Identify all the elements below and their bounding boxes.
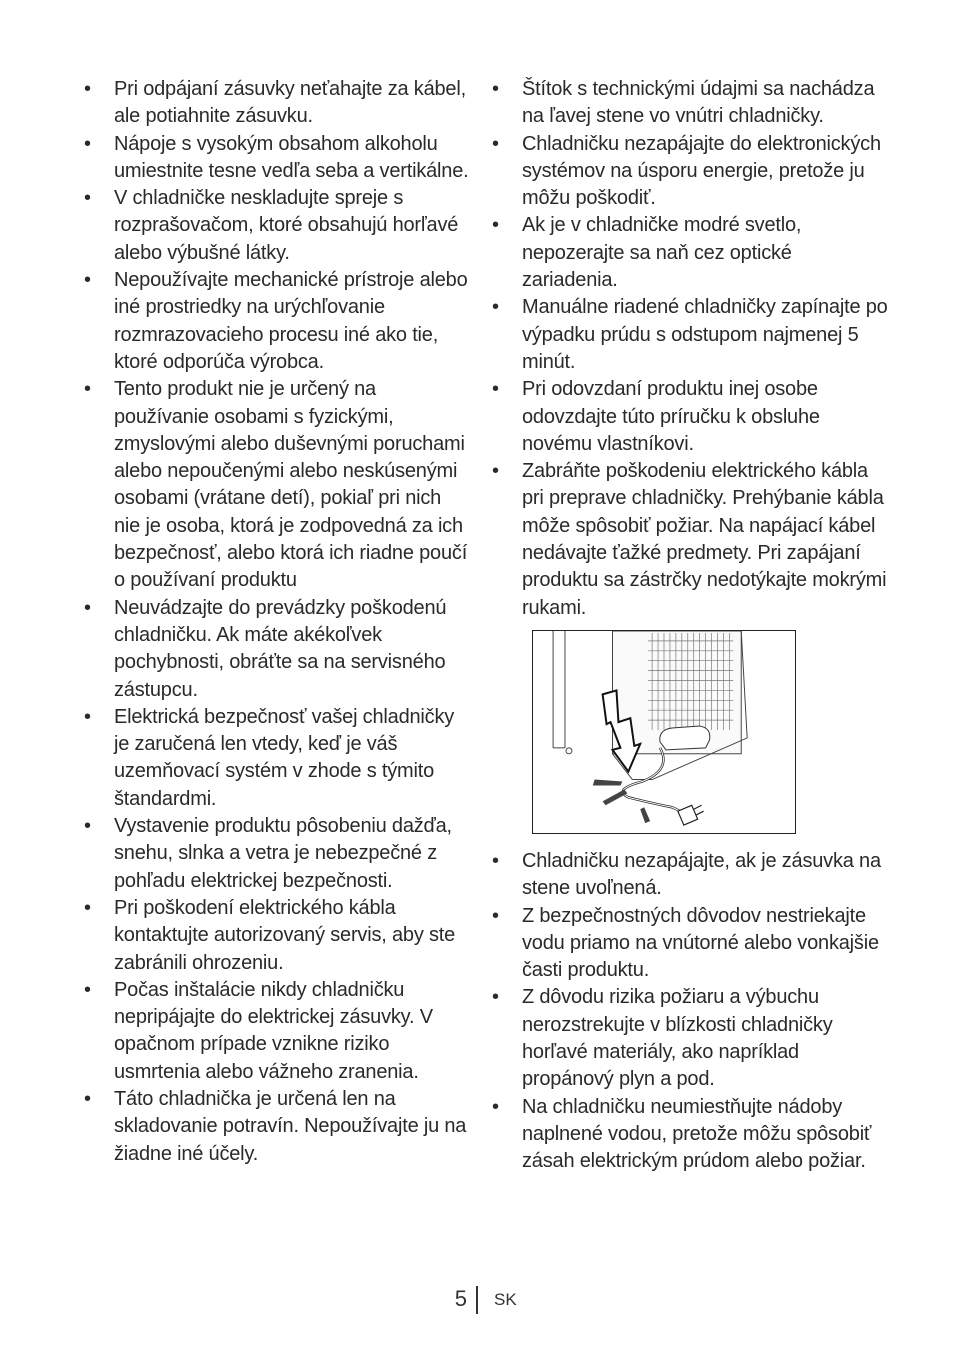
right-bullet-list-top: [488, 76, 888, 622]
list-item: • Nápoje s vysokým obsahom alkoholu umiestnite tesne vedľa seba a vertikálne.: [80, 131, 472, 186]
list-item: • Počas inštalácie nikdy chladničku nepripájajte do elektrickej zásuvky. V opačnom prípade vznikne riziko usmrtenia alebo vážneho zranenia.: [80, 977, 472, 1086]
list-item: • Pri poškodení elektrického kábla kontaktujte autorizovaný servis, aby ste zabránili ohrozeniu.: [80, 895, 472, 977]
list-item: • Elektrická bezpečnosť vašej chladničky je zaručená len vtedy, keď je váš uzemňovací systém v zhode s týmito štandardmi.: [80, 704, 472, 813]
list-item: • Ak je v chladničke modré svetlo, nepozerajte sa naň cez optické zariadenia.: [488, 212, 888, 294]
page-number: 5: [454, 1286, 467, 1311]
list-item: • Štítok s technickými údajmi sa nachádza na ľavej stene vo vnútri chladničky.: [488, 76, 888, 131]
left-column: [80, 76, 472, 1168]
list-item: • Zabráňte poškodeniu elektrického kábla pri preprave chladničky. Prehýbanie kábla môže spôsobiť požiar. Na napájací kábel nedávajte ťažké predmety. Pri zapájaní produktu sa zástrčky nedotýkajte mokrými rukami.: [488, 458, 888, 622]
list-item: • Pri odpájaní zásuvky neťahajte za kábel, ale potiahnite zásuvku.: [80, 76, 472, 131]
fridge-cable-warning-illustration: [532, 630, 796, 834]
list-item: • Chladničku nezapájajte, ak je zásuvka na stene uvoľnená.: [488, 848, 888, 903]
language-code: SK: [494, 1290, 517, 1309]
list-item: • Pri odovzdaní produktu inej osobe odovzdajte túto príručku k obsluhe novému vlastníkovi.: [488, 376, 888, 458]
list-item: • Tento produkt nie je určený na používanie osobami s fyzickými, zmyslovými alebo duševnými poruchami alebo nepoučenými alebo neskúsenými osobami (vrátane detí), pokiaľ pri nich nie je osoba, ktorá je zodpovedná za ich bezpečnosť, alebo ktorá ich riadne poučí o používaní produktu: [80, 376, 472, 594]
list-item: • Vystavenie produktu pôsobeniu dažďa, snehu, slnka a vetra je nebezpečné z pohľadu elektrickej bezpečnosti.: [80, 813, 472, 895]
left-bullet-list: [80, 76, 472, 1168]
list-item: • Táto chladnička je určená len na skladovanie potravín. Nepoužívajte ju na žiadne iné účely.: [80, 1086, 472, 1168]
list-item: • Manuálne riadené chladničky zapínajte po výpadku prúdu s odstupom najmenej 5 minút.: [488, 294, 888, 376]
fridge-cable-icon: [533, 631, 795, 833]
list-item: • Na chladničku neumiestňujte nádoby naplnené vodou, pretože môžu spôsobiť zásah elektrickým prúdom alebo požiar.: [488, 1094, 888, 1176]
list-item: • V chladničke neskladujte spreje s rozprašovačom, ktoré obsahujú horľavé alebo výbušné látky.: [80, 185, 472, 267]
list-item: • Z dôvodu rizika požiaru a výbuchu nerozstrekujte v blízkosti chladničky horľavé materiály, ako napríklad propánový plyn a pod.: [488, 984, 888, 1093]
footer-divider: [476, 1286, 478, 1314]
list-item: • Z bezpečnostných dôvodov nestriekajte vodu priamo na vnútorné alebo vonkajšie časti produktu.: [488, 903, 888, 985]
right-column: [488, 76, 888, 1176]
page-footer: [0, 1284, 954, 1314]
list-item: • Chladničku nezapájajte do elektronických systémov na úsporu energie, pretože ju môžu poškodiť.: [488, 131, 888, 213]
list-item: • Nepoužívajte mechanické prístroje alebo iné prostriedky na urýchľovanie rozmrazovacieho procesu iné ako tie, ktoré odporúča výrobca.: [80, 267, 472, 376]
right-bullet-list-bottom: [488, 848, 888, 1176]
list-item: • Neuvádzajte do prevádzky poškodenú chladničku. Ak máte akékoľvek pochybnosti, obráťte sa na servisného zástupcu.: [80, 595, 472, 704]
